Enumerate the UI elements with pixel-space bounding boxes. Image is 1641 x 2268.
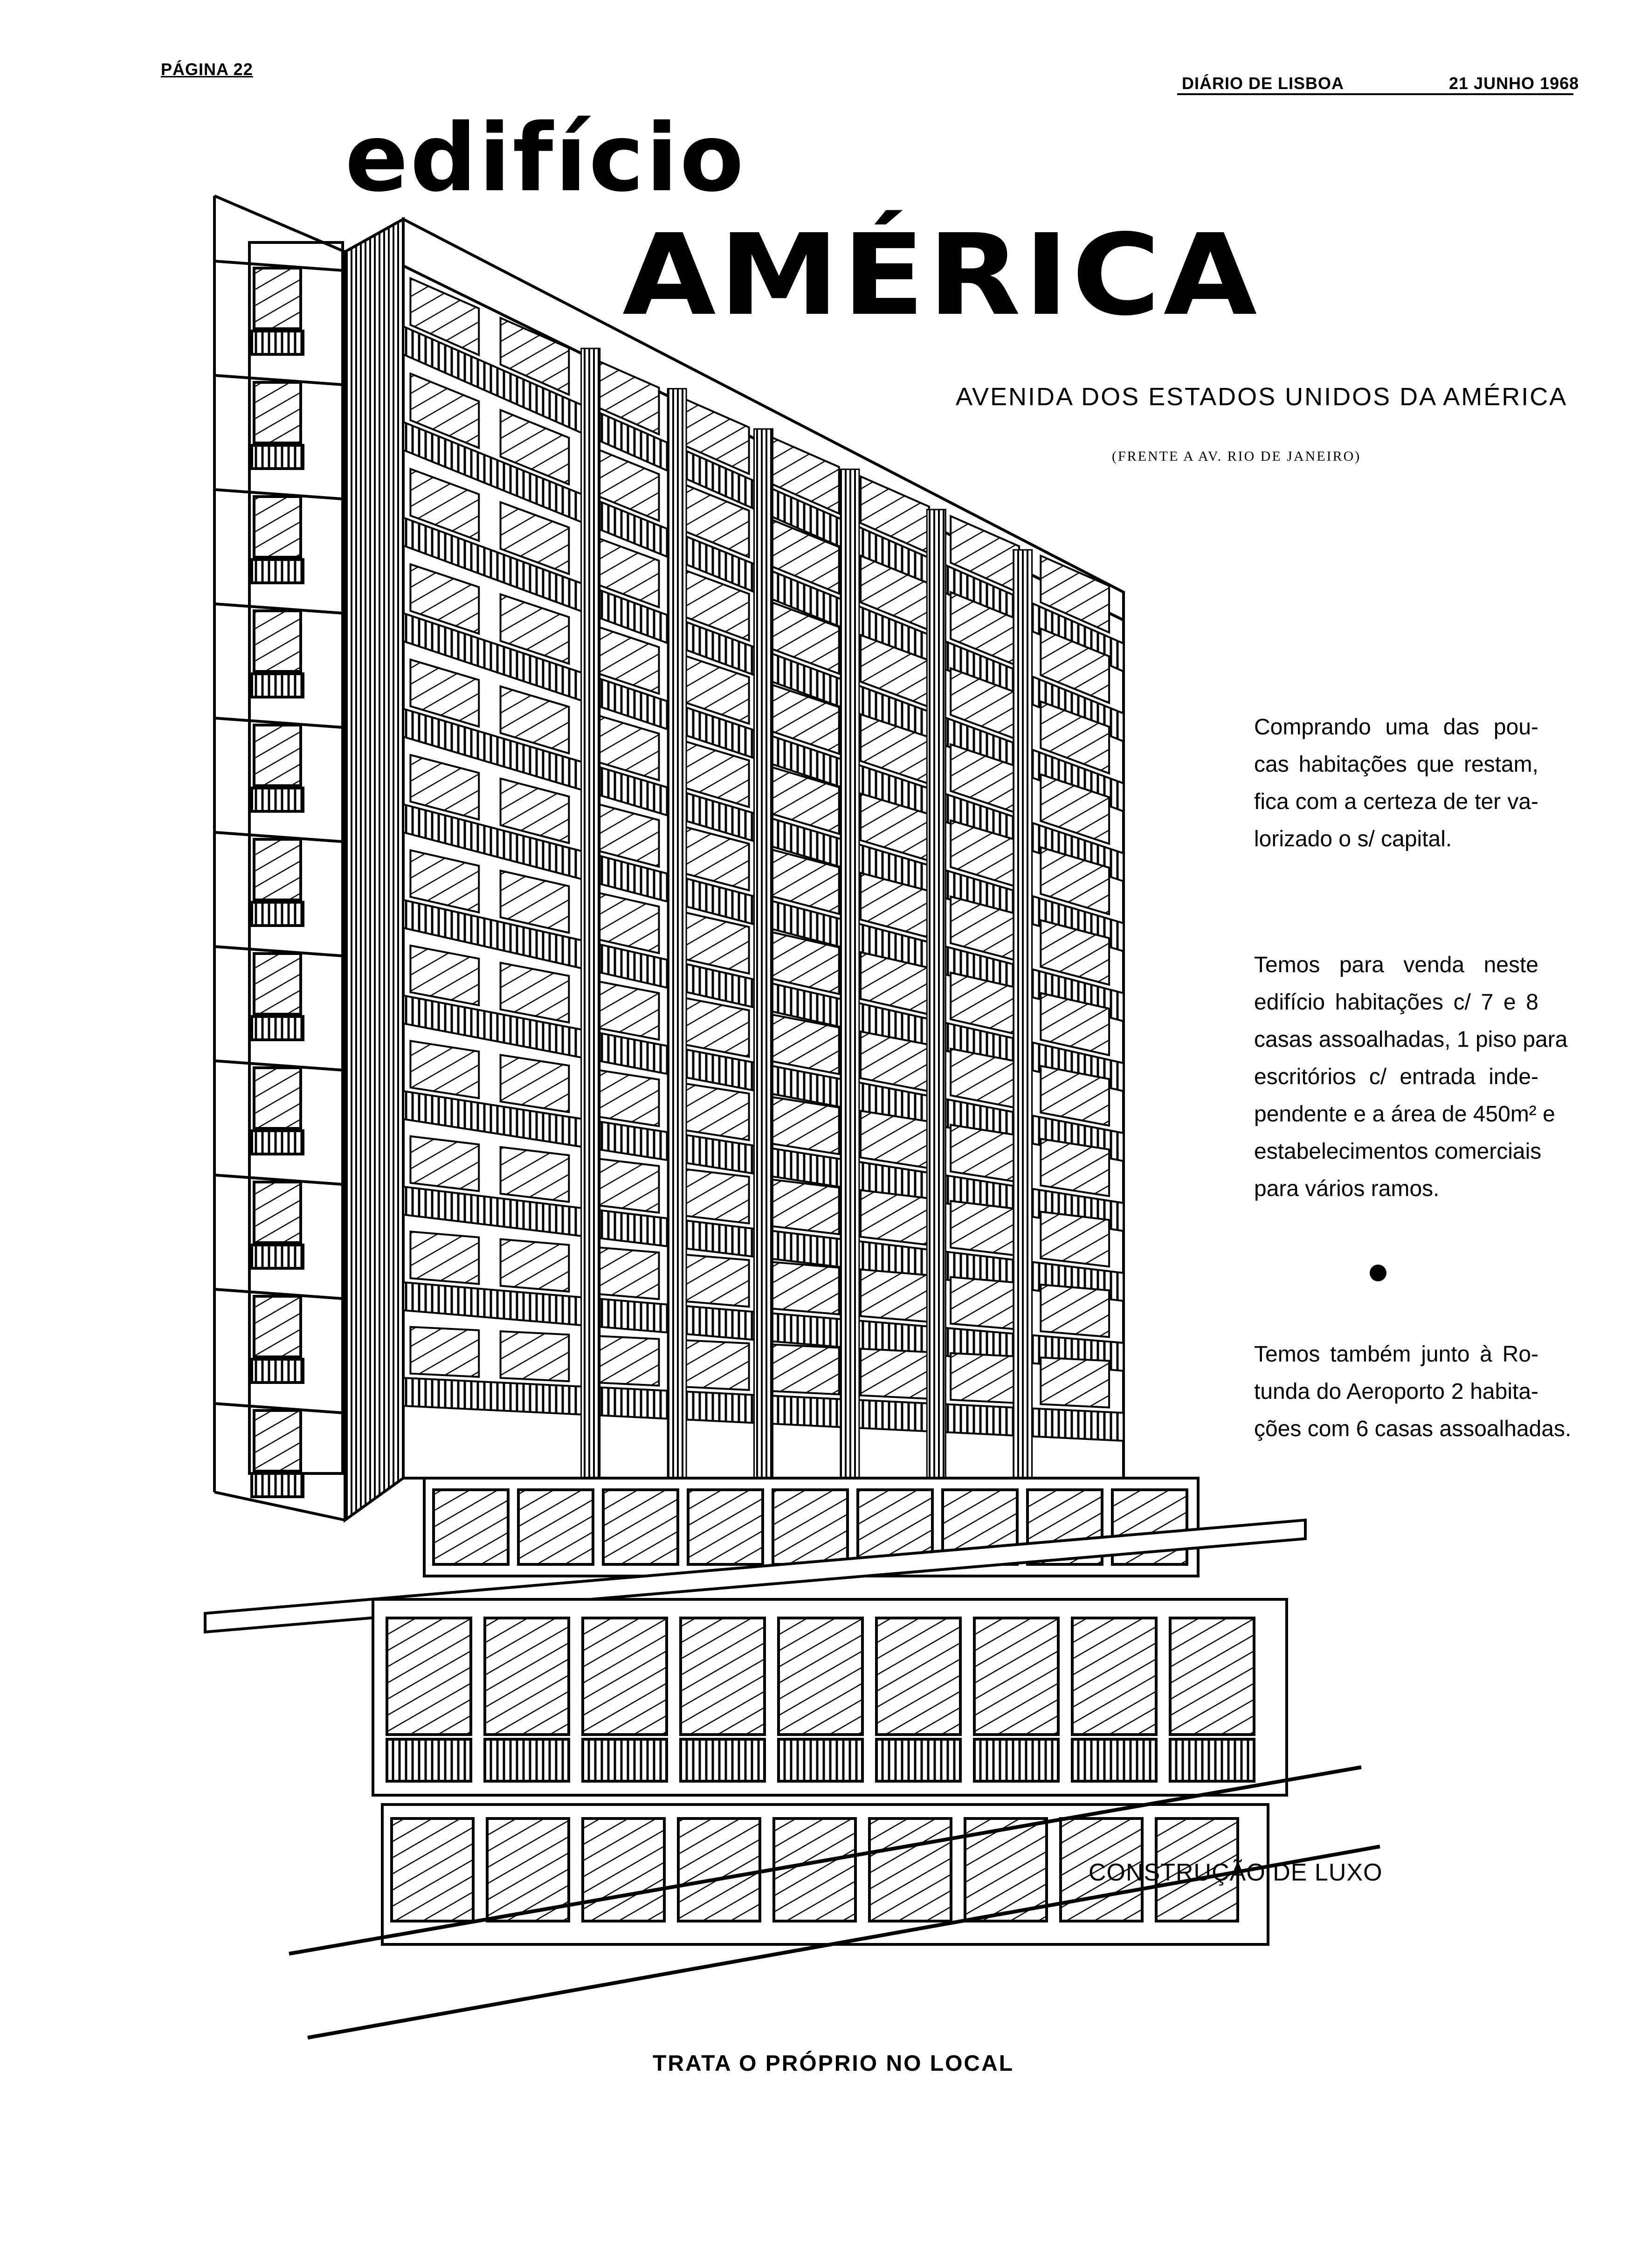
paragraph-line: cas habitações que restam,	[1254, 752, 1538, 777]
facade-window	[1041, 1139, 1109, 1196]
title-america: AMÉRICA	[622, 210, 1260, 340]
facade-window	[501, 1055, 569, 1112]
podium-window	[518, 1490, 593, 1564]
left-balcony	[252, 1131, 303, 1154]
shop-window	[974, 1618, 1058, 1735]
facade-fin	[1014, 550, 1032, 1478]
paragraph-line: tunda do Aeroporto 2 habita-	[1254, 1379, 1538, 1404]
paragraph-line: ções com 6 casas assoalhadas.	[1254, 1417, 1572, 1441]
facade-window	[771, 1097, 839, 1154]
shop-window	[583, 1618, 667, 1735]
facade-window	[1041, 1285, 1109, 1337]
left-window	[254, 725, 301, 786]
paragraph-line: Comprando uma das pou-	[1254, 715, 1538, 740]
facade-window	[501, 1239, 569, 1292]
facade-window	[1041, 1212, 1109, 1267]
left-window	[254, 1296, 301, 1357]
facade-fin	[841, 469, 859, 1478]
shop-railing	[974, 1739, 1058, 1781]
paragraph-for-sale	[1254, 947, 1568, 1208]
podium-window	[773, 1490, 848, 1564]
facade-window	[410, 1327, 479, 1377]
facade-window	[681, 1340, 749, 1390]
paragraph-line: fica com a certeza de ter va-	[1254, 789, 1538, 814]
left-balcony	[252, 445, 303, 469]
left-window	[254, 1411, 301, 1471]
bullet-dot	[1370, 1265, 1386, 1281]
paragraph-valorization	[1254, 709, 1538, 858]
street-window	[678, 1819, 760, 1921]
shop-window	[681, 1618, 765, 1735]
facade-window	[410, 1041, 479, 1098]
address-note: (FRENTE A AV. RIO DE JANEIRO)	[1112, 449, 1361, 464]
left-balcony	[252, 331, 303, 354]
paragraph-line: edifício habitações c/ 7 e 8	[1254, 990, 1538, 1015]
facade-window	[410, 1231, 479, 1284]
left-wing	[214, 196, 345, 1520]
facade-window	[1041, 1357, 1109, 1407]
facade-window	[861, 1190, 929, 1245]
shop-window	[779, 1618, 862, 1735]
facade-fin	[927, 510, 945, 1478]
tagline-luxury: CONSTRUÇÃO DE LUXO	[1089, 1859, 1383, 1886]
left-window	[254, 497, 301, 557]
left-window	[254, 382, 301, 443]
paragraph-line: escritórios c/ entrada inde-	[1254, 1065, 1538, 1089]
paragraph-line: para vários ramos.	[1254, 1176, 1440, 1201]
facade-window	[501, 1147, 569, 1202]
page-number: PÁGINA 22	[161, 60, 253, 79]
facade-fin	[754, 429, 773, 1478]
facade-window	[861, 1349, 929, 1399]
left-balcony	[252, 1473, 303, 1497]
facade-window	[771, 1344, 839, 1394]
left-balcony	[252, 560, 303, 583]
paragraph-airport	[1254, 1336, 1572, 1448]
left-window	[254, 1068, 301, 1128]
left-window	[254, 839, 301, 900]
shop-window	[1072, 1618, 1156, 1735]
left-balcony	[252, 674, 303, 697]
main-facade	[345, 219, 1124, 1520]
facade-window	[951, 1277, 1019, 1329]
shop-railing	[387, 1739, 471, 1781]
shop-railing	[876, 1739, 960, 1781]
facade-window	[591, 1336, 659, 1386]
podium	[205, 1478, 1380, 2038]
left-balcony	[252, 902, 303, 926]
paragraph-line: lorizado o s/ capital.	[1254, 827, 1452, 851]
facade-window	[591, 1158, 659, 1213]
facade-window	[591, 1069, 659, 1126]
street-window	[774, 1819, 855, 1921]
paragraph-line: estabelecimentos comerciais	[1254, 1139, 1542, 1164]
left-window	[254, 1182, 301, 1243]
title-edificio: edifício	[345, 104, 746, 213]
facade-fin	[581, 348, 600, 1478]
left-balcony	[252, 1016, 303, 1040]
shop-railing	[1170, 1739, 1254, 1781]
facade-window	[410, 1136, 479, 1191]
left-window	[254, 954, 301, 1014]
facade-window	[861, 1270, 929, 1322]
shop-window	[1170, 1618, 1254, 1735]
address-line: AVENIDA DOS ESTADOS UNIDOS DA AMÉRICA	[956, 383, 1568, 411]
left-balcony	[252, 1359, 303, 1383]
left-balcony	[252, 1245, 303, 1268]
street-window	[583, 1819, 664, 1921]
shop-window	[485, 1618, 569, 1735]
paragraph-line: Temos também junto à Ro-	[1254, 1342, 1538, 1367]
left-window	[254, 611, 301, 671]
paragraph-line: pendente e a área de 450m² e	[1254, 1102, 1555, 1127]
facade-window	[591, 1247, 659, 1299]
podium-window	[603, 1490, 678, 1564]
facade-window	[681, 1254, 749, 1307]
facade-window	[951, 1201, 1019, 1256]
facade-window	[771, 1262, 839, 1314]
left-balcony	[252, 788, 303, 811]
shop-railing	[681, 1739, 765, 1781]
podium-window	[434, 1490, 508, 1564]
podium-window	[688, 1490, 763, 1564]
shop-window	[876, 1618, 960, 1735]
facade-window	[771, 1179, 839, 1234]
facade-window	[861, 1111, 929, 1168]
street-window	[869, 1819, 951, 1921]
shop-window	[387, 1618, 471, 1735]
shop-railing	[485, 1739, 569, 1781]
street-window	[392, 1819, 473, 1921]
facade-window	[501, 1331, 569, 1381]
facade-fin	[668, 389, 686, 1478]
facade-window	[681, 1083, 749, 1140]
facade-window	[681, 1169, 749, 1224]
paragraph-line: casas assoalhadas, 1 piso para	[1254, 1027, 1568, 1052]
shop-railing	[1072, 1739, 1156, 1781]
issue-date: 21 JUNHO 1968	[1449, 74, 1579, 93]
facade-window	[951, 1125, 1019, 1182]
shop-railing	[779, 1739, 862, 1781]
left-window	[254, 268, 301, 329]
newspaper-name: DIÁRIO DE LISBOA	[1182, 74, 1345, 93]
paragraph-line: Temos para venda neste	[1254, 953, 1538, 977]
facade-window	[951, 1353, 1019, 1403]
footer-contact: TRATA O PRÓPRIO NO LOCAL	[653, 2051, 1014, 2076]
shop-railing	[583, 1739, 667, 1781]
